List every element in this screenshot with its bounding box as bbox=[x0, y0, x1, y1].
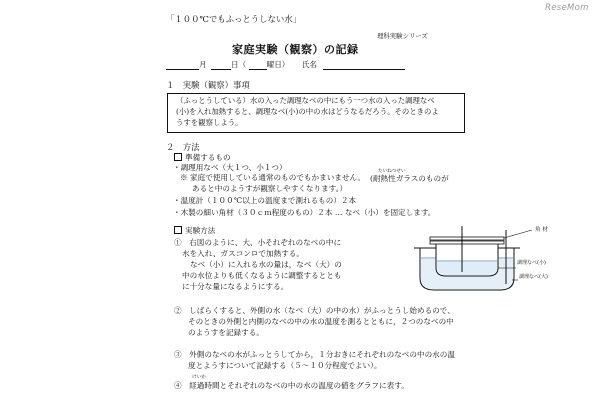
purpose-line-3: うすを観察しよう。 bbox=[176, 118, 243, 127]
resemom-watermark: ReseMom bbox=[545, 3, 589, 13]
step-1-line-1: ① 右図のように、大、小それぞれのなべの中に bbox=[174, 238, 342, 247]
checkbox-square-icon bbox=[174, 153, 182, 161]
step-2-line-3: のようすを記録する。 bbox=[188, 328, 264, 337]
section-2-heading: ２ 方法 bbox=[166, 142, 200, 152]
method-heading-label: 実験方法 bbox=[185, 226, 216, 235]
weekday-label: 曜日） bbox=[266, 60, 290, 69]
step-2-line-2: そのときの外側と内側のなべの中の水の温度を測るとともに，２つのなべの中 bbox=[188, 317, 454, 326]
step-3-line-2: 度とようすについて記録する（５～１０分程度でよい）。 bbox=[188, 361, 382, 370]
prep-note-household: ※ 家庭で使用している通常のものでもかまいません。 bbox=[180, 173, 366, 182]
prep-heading-label: 準備するもの bbox=[185, 153, 231, 162]
series-label: 理科実験シリーズ bbox=[377, 32, 428, 40]
step-1-line-5: に十分な量になるようにする。 bbox=[182, 282, 289, 291]
page-title: 家庭実験（観察）の記録 bbox=[232, 43, 359, 56]
step-1-line-3: なべ（小）に入れる水の量は，なべ（大）の bbox=[190, 260, 342, 269]
step-2-line-1: ② しばらくすると、外側の水（なべ（大）の中の水）がふっとうし始めるので、 bbox=[174, 306, 455, 315]
ruby-heat-resistant: たいねつせい bbox=[378, 169, 406, 174]
prep-item-thermometer: ・温度計（１００℃以上の温度まで測れるもの）２本 bbox=[173, 196, 357, 205]
step-3-line-1: ③ 外側のなべの水がふっとうしてから，１分おきにそれぞれのなべの中の水の温 bbox=[174, 350, 455, 359]
label-wood-bar: 角 材 bbox=[535, 227, 548, 233]
step-1-line-2: 水を入れ、ガスコンロで加熱する。 bbox=[182, 249, 304, 258]
purpose-line-2: (小)を入れ加熱すると、調理なべ(小)の中の水はどうなるだろう。そのときのよ bbox=[176, 107, 439, 116]
step-4-line-1: ④ 経過時間とそれぞれのなべの中の水の温度の値をグラフに表す。 bbox=[174, 381, 409, 390]
ruby-elapsed: けいか bbox=[192, 375, 206, 380]
checkbox-square-icon bbox=[174, 226, 182, 234]
step-1-line-4: 中の水位よりも低くなるように調整するととも bbox=[182, 271, 342, 280]
month-label: 月 bbox=[199, 60, 207, 69]
purpose-line-1: （ふっとうしている）水の入った調理なべの中にもう一つ水の入った調理なべ bbox=[176, 96, 435, 105]
prep-heading bbox=[174, 153, 231, 163]
record-date-name-line bbox=[166, 60, 405, 70]
prep-note-observe: あると中のようすが観察しやすくなります。） bbox=[192, 184, 348, 193]
section-1-heading: １ 実験（観察）事項 bbox=[166, 80, 250, 90]
method-heading bbox=[174, 226, 215, 236]
label-pot-large: 調理なべ(大) bbox=[519, 274, 548, 280]
label-pot-small: 調理なべ(小) bbox=[517, 260, 546, 266]
day-label: 日（ bbox=[231, 60, 247, 69]
prep-item-wood: ・木製の細い角材（３０ｃｍ程度のもの）２本 … なべ（小）を固定します。 bbox=[173, 208, 436, 217]
prep-side-note: (耐熱性ガラスのものが bbox=[370, 174, 449, 183]
prep-item-pots: ・調理用なべ（大１つ、小１つ） bbox=[173, 163, 287, 172]
name-label: 氏名 bbox=[301, 60, 318, 69]
experiment-series-title: 「１００℃でもふっとうしない水」 bbox=[166, 14, 301, 24]
purpose-box bbox=[167, 93, 465, 133]
